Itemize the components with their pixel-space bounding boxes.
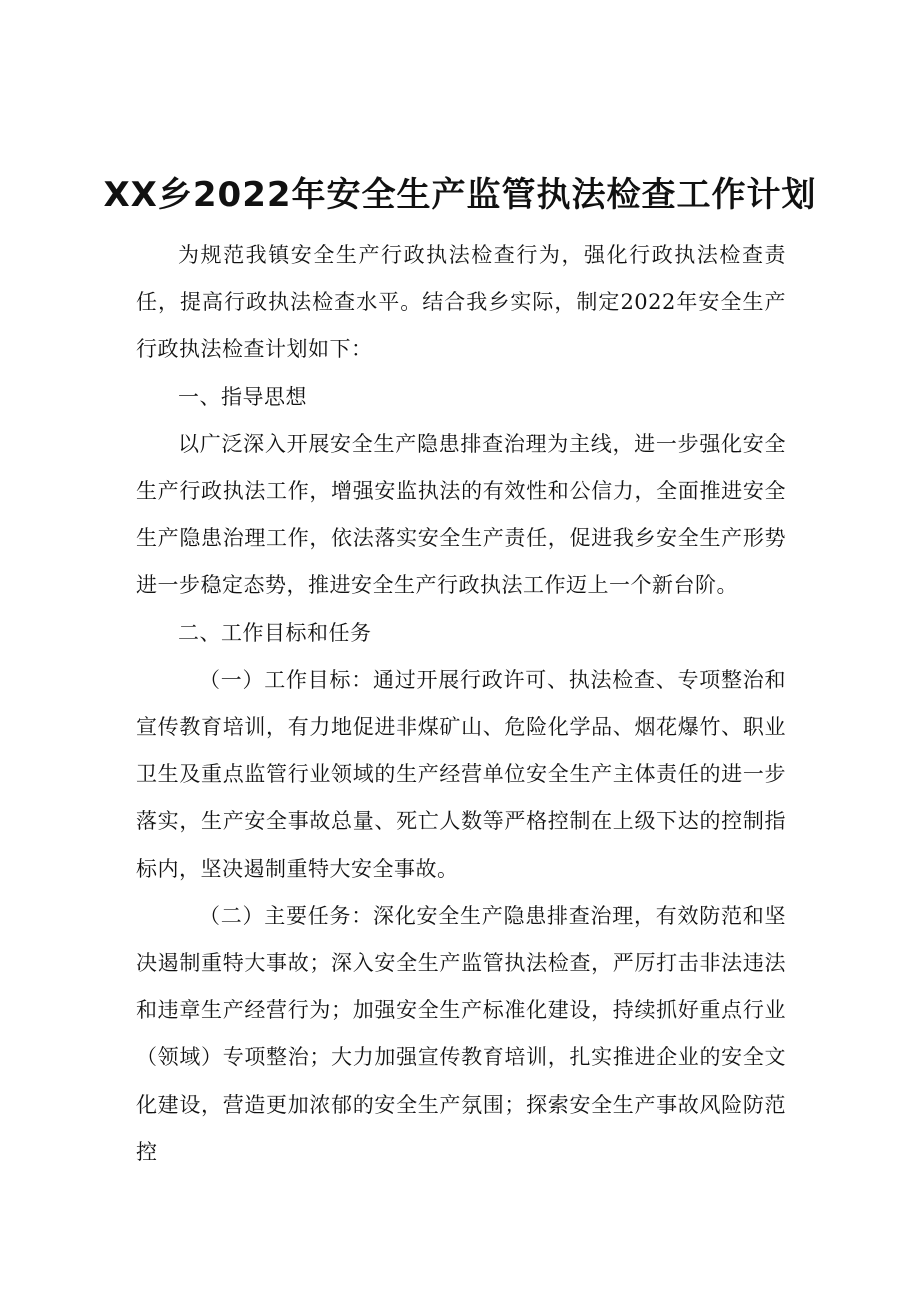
section-heading-goals-and-tasks: 二、工作目标和任务 <box>178 620 372 645</box>
document-body <box>136 232 786 1176</box>
guiding-ideology-paragraph: 以广泛深入开展安全生产隐患排查治理为主线，进一步强化安全生产行政执法工作，增强安监执法的有效性和公信力，全面推进安全生产隐患治理工作，依法落实安全生产责任，促进我乡安全生产形势进一步稳定态势，推进安全生产行政执法工作迈上一个新台阶。 <box>136 431 786 598</box>
section-heading-guiding-ideology: 一、指导思想 <box>178 384 307 409</box>
document-title: XX乡2022年安全生产监管执法检查工作计划 <box>103 175 817 215</box>
main-tasks-paragraph: （二）主要任务：深化安全生产隐患排查治理，有效防范和坚决遏制重特大事故；深入安全生产监管执法检查，严厉打击非法违法和违章生产经营行为；加强安全生产标准化建设，持续抓好重点行业（领域）专项整治；大力加强宣传教育培训，扎实推进企业的安全文化建设，营造更加浓郁的安全生产氛围；探索安全生产事故风险防范控 <box>136 903 786 1164</box>
intro-paragraph: 为规范我镇安全生产行政执法检查行为，强化行政执法检查责任，提高行政执法检查水平。结合我乡实际，制定2022年安全生产行政执法检查计划如下： <box>136 243 786 362</box>
work-goals-paragraph: （一）工作目标：通过开展行政许可、执法检查、专项整治和宣传教育培训，有力地促进非煤矿山、危险化学品、烟花爆竹、职业卫生及重点监管行业领域的生产经营单位安全生产主体责任的进一步落实，生产安全事故总量、死亡人数等严格控制在上级下达的控制指标内，坚决遏制重特大安全事故。 <box>136 667 786 881</box>
